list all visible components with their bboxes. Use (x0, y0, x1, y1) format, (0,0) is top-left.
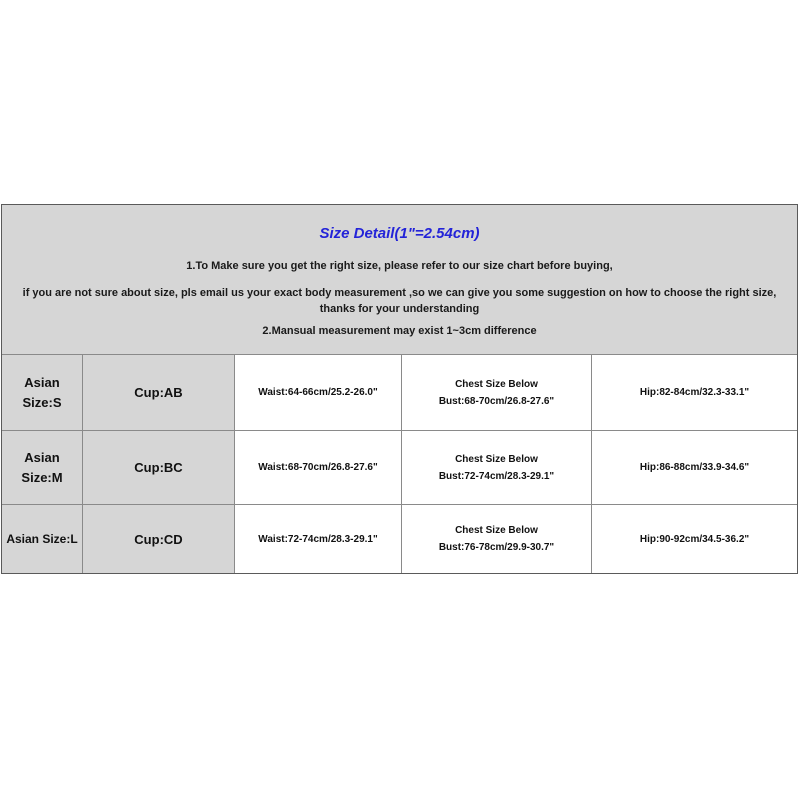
chest-label-line-2: Bust:72-74cm/28.3-29.1" (438, 470, 555, 482)
table-row-size-l (2, 505, 797, 573)
table-row-size-m (2, 431, 797, 505)
waist-cell: Waist:64-66cm/25.2-26.0" (235, 355, 402, 430)
size-label-line-1: Asian (24, 449, 60, 465)
cup-cell: Cup:AB (83, 355, 235, 430)
size-label-line-1: Asian (24, 374, 60, 390)
chest-cell (402, 431, 592, 504)
size-cell (2, 431, 83, 504)
chest-cell (402, 505, 592, 573)
size-chart-header (2, 205, 797, 355)
chest-label-line-1: Chest Size Below (455, 453, 538, 465)
size-note-1: 1.To Make sure you get the right size, please refer to our size chart before buying, (186, 260, 613, 272)
waist-cell: Waist:68-70cm/26.8-27.6" (235, 431, 402, 504)
chest-label-line-1: Chest Size Below (455, 525, 538, 536)
size-chart-table (1, 204, 798, 574)
size-cell: Asian Size:L (2, 505, 83, 573)
cup-cell: Cup:BC (83, 431, 235, 504)
chest-label-line-2: Bust:68-70cm/26.8-27.6" (438, 395, 555, 407)
size-note-3: 2.Mansual measurement may exist 1~3cm difference (262, 325, 537, 337)
hip-cell: Hip:82-84cm/32.3-33.1" (592, 355, 797, 430)
waist-cell: Waist:72-74cm/28.3-29.1" (235, 505, 402, 573)
chest-label-line-2: Bust:76-78cm/29.9-30.7" (438, 542, 555, 553)
hip-cell: Hip:86-88cm/33.9-34.6" (592, 431, 797, 504)
table-row-size-s (2, 355, 797, 431)
chest-label-line-1: Chest Size Below (455, 378, 538, 390)
size-note-2: if you are not sure about size, pls email us your exact body measurement ,so we can give you some suggestion on how to choose the right size, thanks for your understanding (22, 287, 777, 315)
size-label-line-2: Size:M (21, 469, 63, 485)
size-cell (2, 355, 83, 430)
size-label-line-2: Size:S (22, 394, 62, 410)
hip-cell: Hip:90-92cm/34.5-36.2" (592, 505, 797, 573)
chest-cell (402, 355, 592, 430)
size-chart-title: Size Detail(1"=2.54cm) (319, 225, 480, 242)
cup-cell: Cup:CD (83, 505, 235, 573)
